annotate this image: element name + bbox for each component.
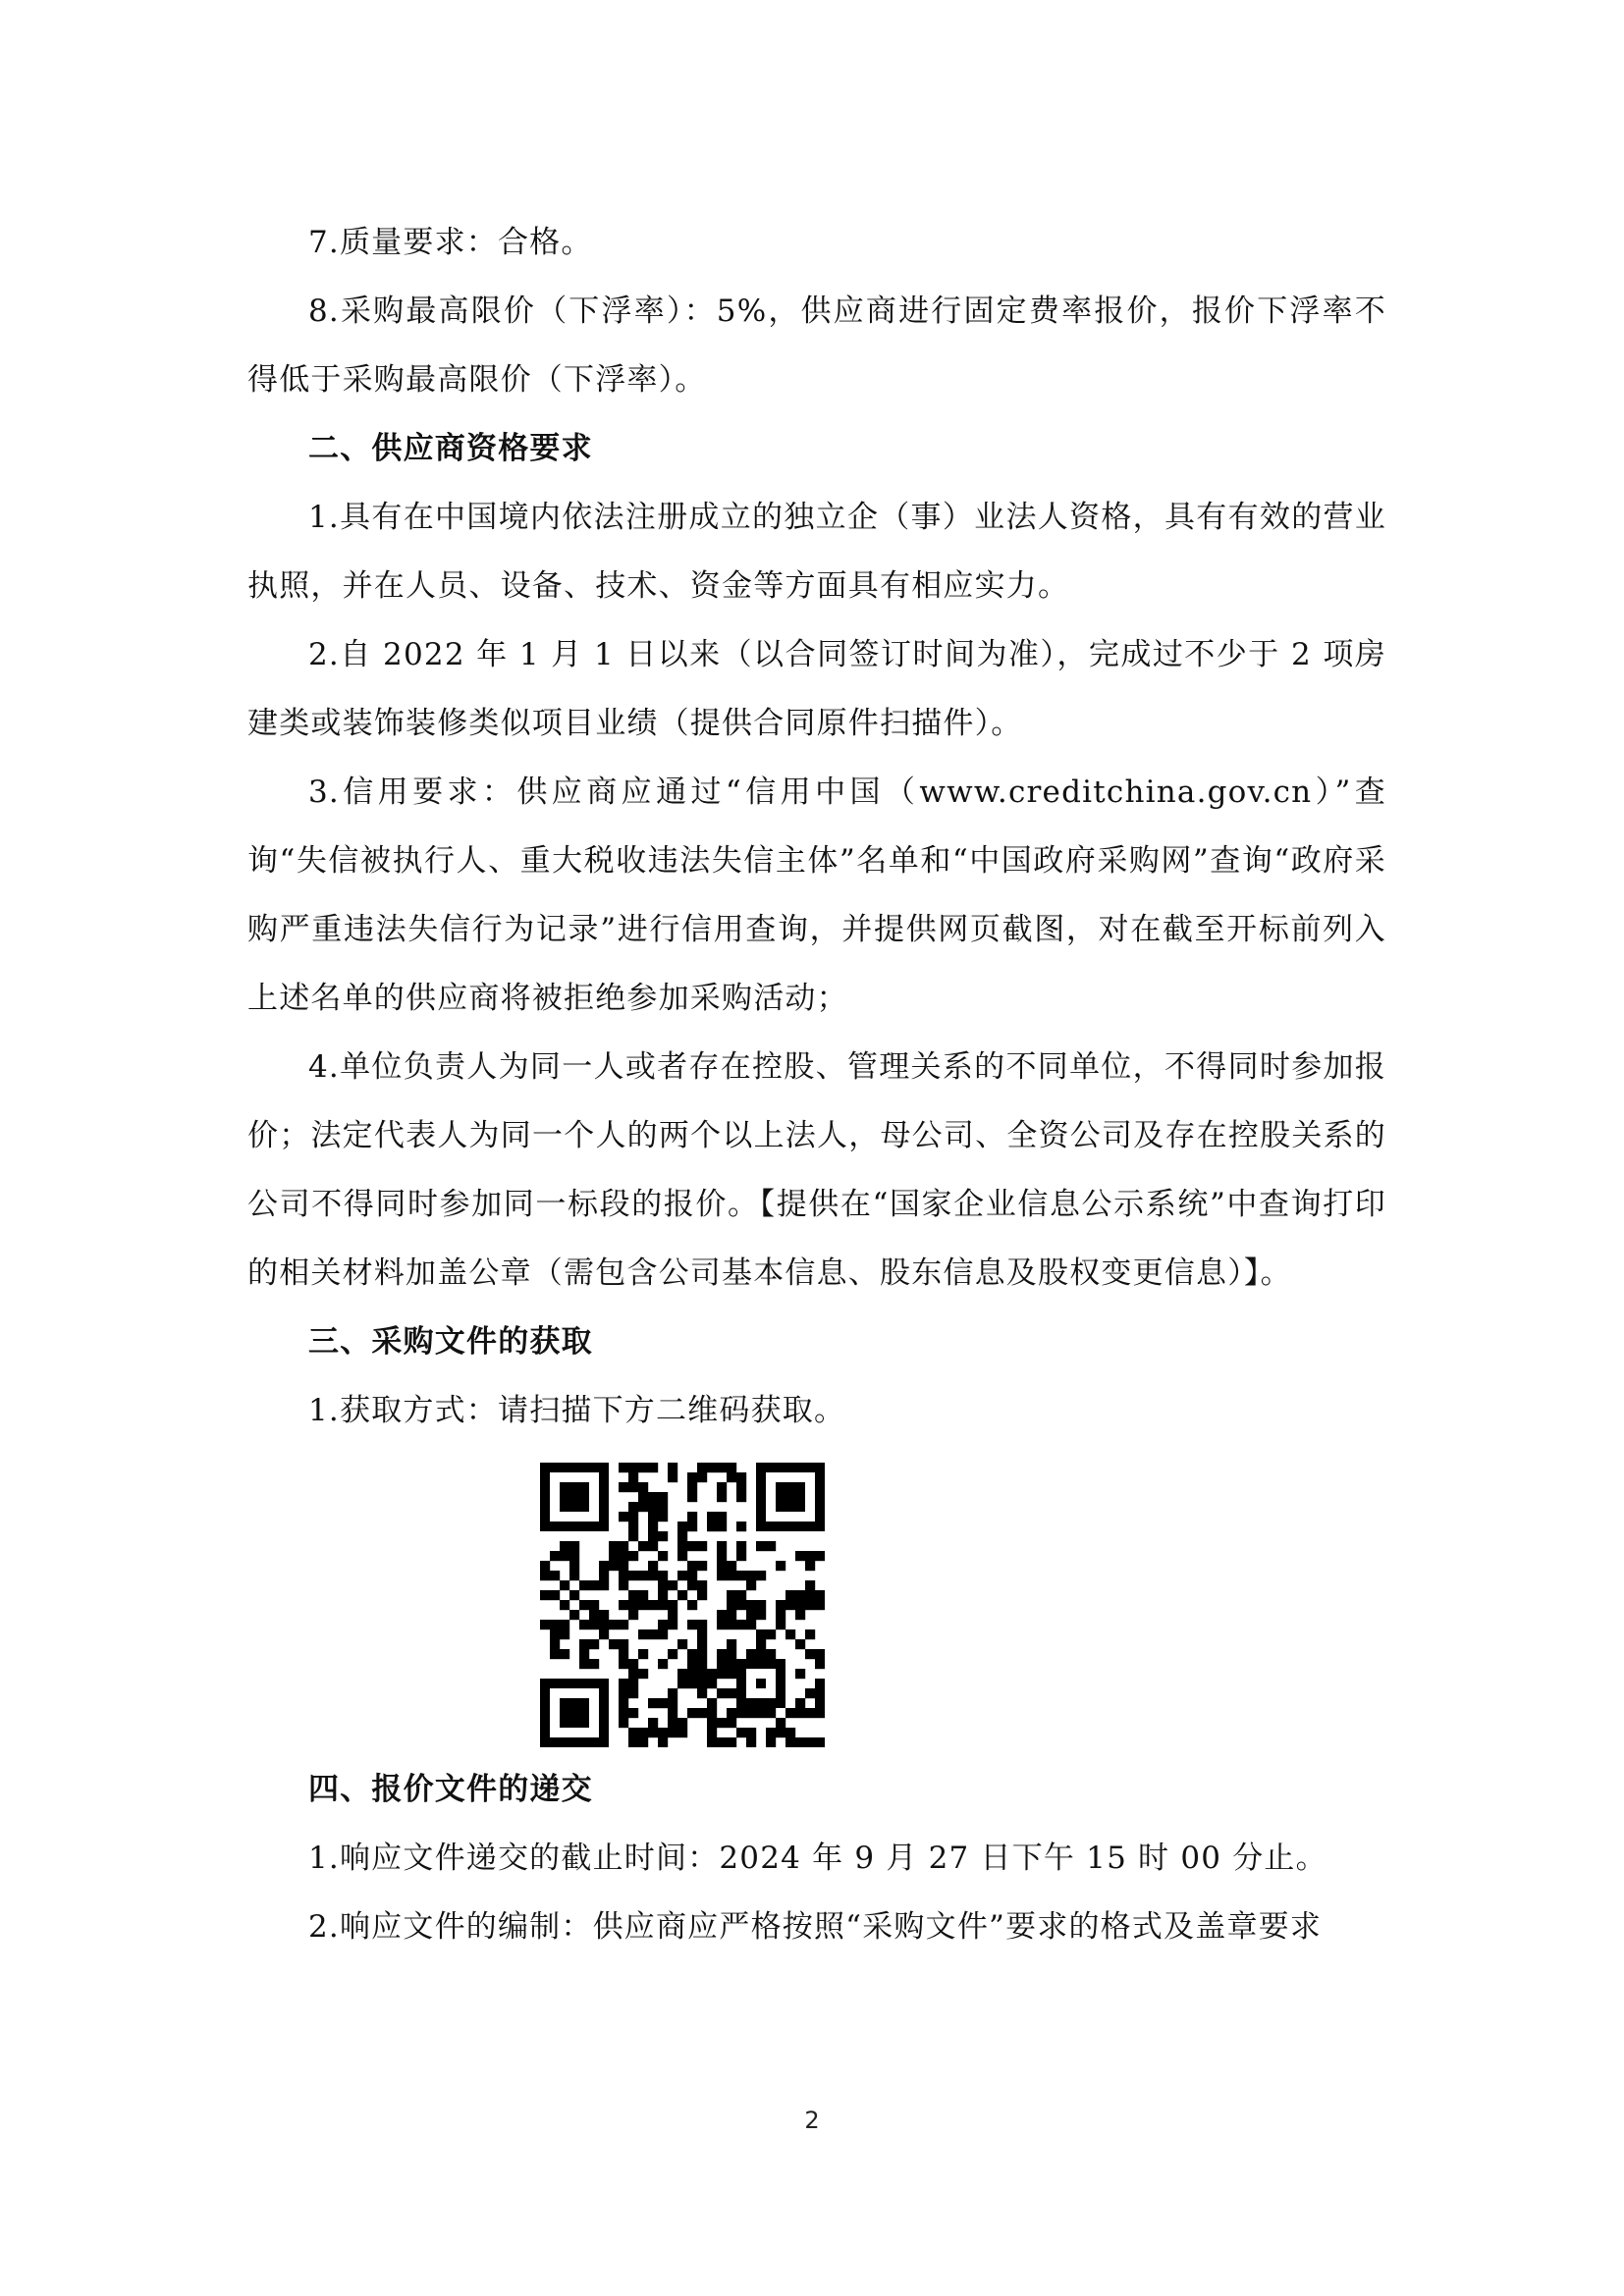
price-limit-paragraph: 8.采购最高限价（下浮率）：5%，供应商进行固定费率报价，报价下浮率不得低于采购最高限价（下浮率）。 [247, 294, 1386, 398]
section-heading-qualifications: 二、供应商资格要求 [308, 431, 593, 466]
qualification-item-3: 3.信用要求：供应商应通过“信用中国（www.creditchina.gov.cn）”查询“失信被执行人、重大税收违法失信主体”名单和“中国政府采购网”查询“政府采购严重违法失信行为记录”进行信用查询，并提供网页截图，对在截至开标前列入上述名单的供应商将被拒绝参加采购活动； [247, 774, 1386, 1016]
document-preparation: 2.响应文件的编制：供应商应严格按照“采购文件”要求的格式及盖章要求 [308, 1909, 1323, 1945]
qualification-item-2: 2.自 2022 年 1 月 1 日以来（以合同签订时间为准），完成过不少于 2 项房建类或装饰装修类似项目业绩（提供合同原件扫描件）。 [247, 637, 1386, 741]
qr-code-container [247, 1455, 1386, 1749]
qr-code-image[interactable] [540, 1463, 825, 1747]
submission-deadline: 1.响应文件递交的截止时间：2024 年 9 月 27 日下午 15 时 00 分止。 [308, 1841, 1327, 1876]
document-body [247, 208, 1386, 1961]
qualification-item-1: 1.具有在中国境内依法注册成立的独立企（事）业法人资格，具有有效的营业执照，并在人员、设备、技术、资金等方面具有相应实力。 [247, 500, 1386, 604]
qualification-item-4: 4.单位负责人为同一人或者存在控股、管理关系的不同单位，不得同时参加报价；法定代表人为同一个人的两个以上法人，母公司、全资公司及存在控股关系的公司不得同时参加同一标段的报价。【提供在“国家企业信息公示系统”中查询打印的相关材料加盖公章（需包含公司基本信息、股东信息及股权变更信息）】。 [247, 1049, 1386, 1291]
quality-requirement: 7.质量要求：合格。 [308, 225, 593, 260]
obtain-method: 1.获取方式：请扫描下方二维码获取。 [308, 1393, 846, 1428]
section-heading-submission: 四、报价文件的递交 [308, 1772, 593, 1807]
section-heading-obtain-documents: 三、采购文件的获取 [308, 1324, 593, 1360]
page-number: 2 [804, 2107, 820, 2134]
